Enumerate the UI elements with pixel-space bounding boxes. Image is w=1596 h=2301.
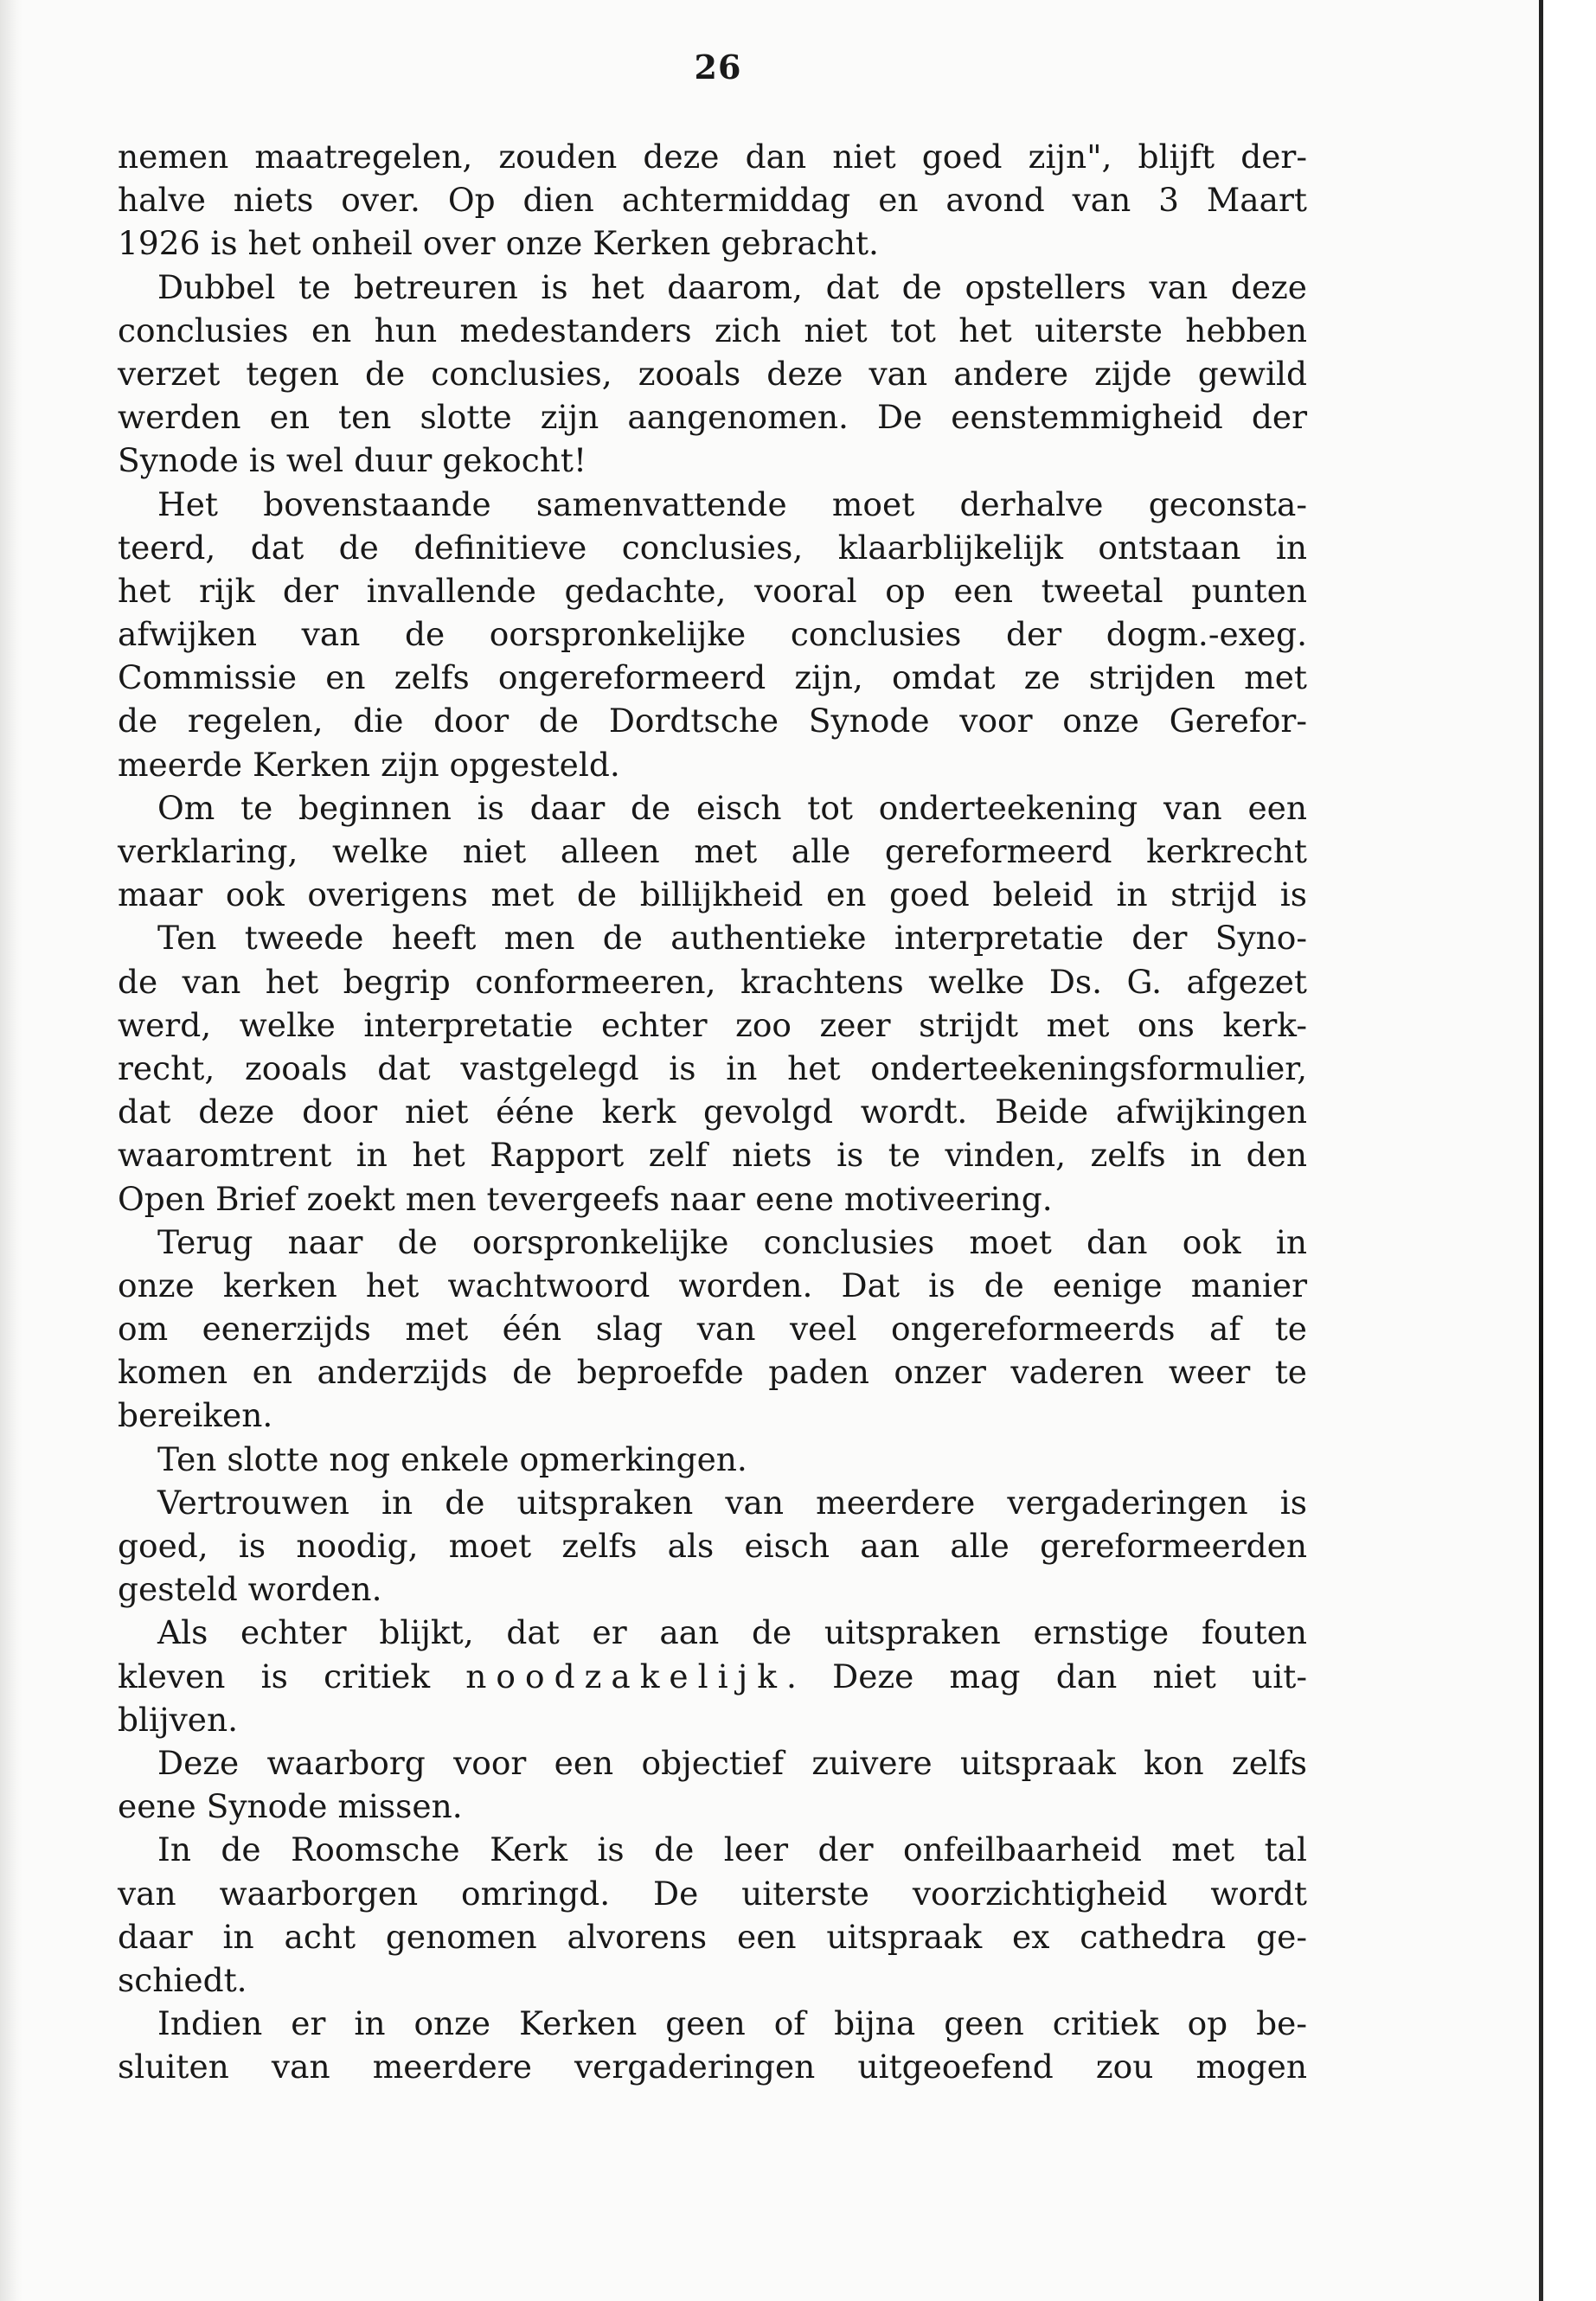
text-line: Terug naar de oorspronkelijke conclusies moet dan ook in	[157, 1222, 1307, 1261]
text-line: nemen maatregelen, zouden deze dan niet goed zijn", blijft der-	[118, 138, 1307, 176]
page-gutter-shadow	[0, 0, 22, 2301]
text-line: Als echter blijkt, dat er aan de uitspraken ernstige fouten	[157, 1613, 1307, 1652]
text-line: conclusies en hun medestanders zich niet tot het uiterste hebben	[118, 311, 1307, 349]
page-right-margin	[1544, 0, 1596, 2301]
text-line: meerde Kerken zijn opgesteld.	[118, 745, 620, 784]
text-line: Het bovenstaande samenvattende moet derhalve geconsta-	[157, 484, 1307, 523]
text-line: van waarborgen omringd. De uiterste voorzichtigheid wordt	[118, 1874, 1307, 1913]
text-line: Commissie en zelfs ongereformeerd zijn, omdat ze strijden met	[118, 658, 1307, 697]
text-line: Synode is wel duur gekocht!	[118, 441, 587, 480]
text-line: bereiken.	[118, 1396, 273, 1435]
text-line: Ten tweede heeft men de authentieke interpretatie der Syno-	[157, 919, 1307, 958]
emphasis-spaced: noodzakelijk	[465, 1657, 786, 1695]
text-line: Ten slotte nog enkele opmerkingen.	[157, 1439, 747, 1478]
text-line: sluiten van meerdere vergaderingen uitgeoefend zou mogen	[118, 2048, 1307, 2086]
text-line: komen en anderzijds de beproefde paden onzer vaderen weer te	[118, 1353, 1307, 1392]
text-line-segment: . Deze mag dan niet uit-	[785, 1657, 1307, 1695]
text-line: 1926 is het onheil over onze Kerken gebracht.	[118, 224, 879, 263]
text-line: schiedt.	[118, 1960, 247, 1999]
text-line: verzet tegen de conclusies, zooals deze van andere zijde gewild	[118, 354, 1307, 393]
text-line-segment: kleven is critiek	[118, 1657, 431, 1695]
text-line: In de Roomsche Kerk is de leer der onfeilbaarheid met tal	[157, 1830, 1307, 1869]
text-line: gesteld worden.	[118, 1570, 382, 1609]
text-line: Dubbel te betreuren is het daarom, dat de opstellers van deze	[157, 267, 1307, 306]
text-line: recht, zooals dat vastgelegd is in het onderteekeningsformulier,	[118, 1048, 1307, 1087]
body-text	[118, 135, 1307, 2088]
text-line: het rijk der invallende gedachte, vooral op een tweetal punten	[118, 571, 1307, 610]
text-line: verklaring, welke niet alleen met alle gereformeerd kerkrecht	[118, 832, 1307, 870]
text-line	[118, 1655, 1307, 1698]
text-line: goed, is noodig, moet zelfs als eisch aan alle gereformeerden	[118, 1527, 1307, 1565]
text-line: onze kerken het wachtwoord worden. Dat is de eenige manier	[118, 1266, 1307, 1304]
text-line: maar ook overigens met de billijkheid en goed beleid in strijd is	[118, 875, 1307, 914]
text-line: werd, welke interpretatie echter zoo zeer strijdt met ons kerk-	[118, 1005, 1307, 1044]
text-line: de regelen, die door de Dordtsche Synode voor onze Gerefor-	[118, 702, 1307, 740]
page-number: 26	[694, 48, 742, 87]
text-line: Vertrouwen in de uitspraken van meerdere vergaderingen is	[157, 1483, 1307, 1522]
text-line: dat deze door niet ééne kerk gevolgd wordt. Beide afwijkingen	[118, 1093, 1307, 1131]
text-line: Indien er in onze Kerken geen of bijna geen critiek op be-	[157, 2004, 1307, 2043]
text-line: Om te beginnen is daar de eisch tot onderteekening van een	[157, 788, 1307, 827]
text-line: werden en ten slotte zijn aangenomen. De eenstemmigheid der	[118, 398, 1307, 437]
text-line: Deze waarborg voor een objectief zuivere uitspraak kon zelfs	[157, 1743, 1307, 1782]
text-line: teerd, dat de definitieve conclusies, klaarblijkelijk ontstaan in	[118, 528, 1307, 567]
page-edge-rule	[1539, 0, 1543, 2301]
text-line: daar in acht genomen alvorens een uitspraak ex cathedra ge-	[118, 1917, 1307, 1956]
text-line: Open Brief zoekt men tevergeefs naar eene motiveering.	[118, 1179, 1053, 1218]
text-line: afwijken van de oorspronkelijke conclusies der dogm.-exeg.	[118, 615, 1307, 654]
text-line: waaromtrent in het Rapport zelf niets is te vinden, zelfs in den	[118, 1136, 1307, 1175]
text-line: blijven.	[118, 1700, 239, 1739]
text-line: om eenerzijds met één slag van veel ongereformeerds af te	[118, 1310, 1307, 1349]
text-line: de van het begrip conformeeren, krachtens welke Ds. G. afgezet	[118, 962, 1307, 1001]
text-line: halve niets over. Op dien achtermiddag en avond van 3 Maart	[118, 181, 1307, 220]
text-line: eene Synode missen.	[118, 1787, 463, 1826]
